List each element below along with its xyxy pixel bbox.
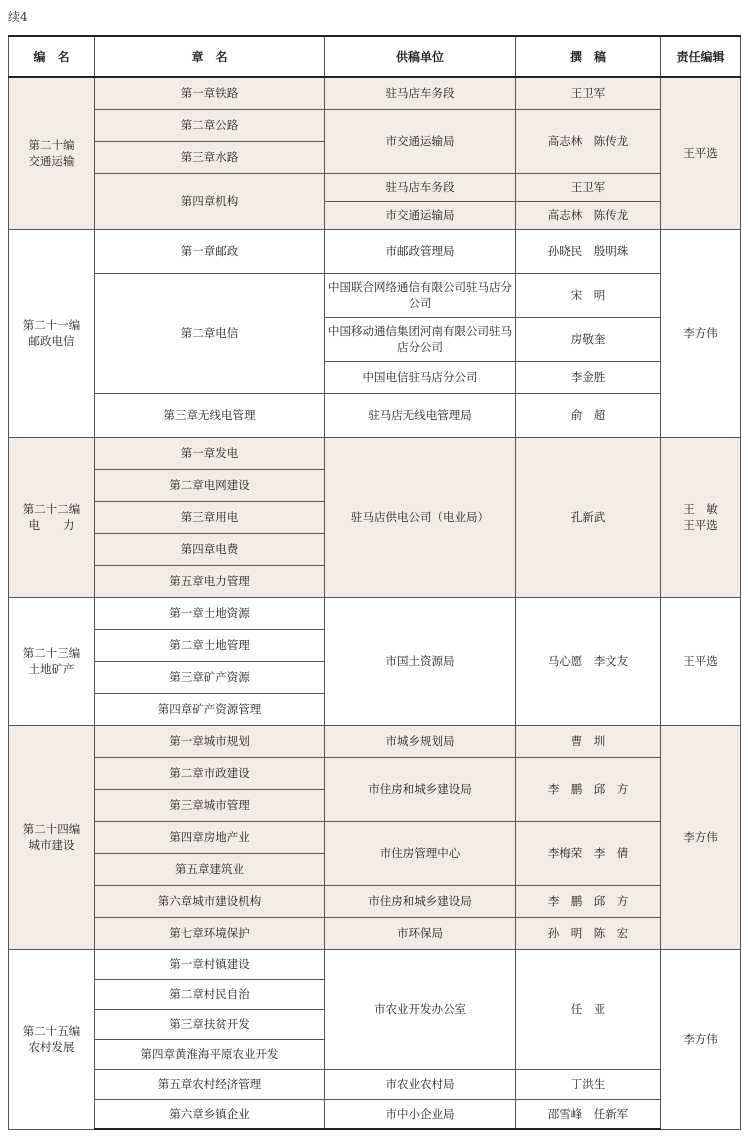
writer-cell: 王卫军 [516,173,661,201]
chapter-cell: 第三章扶贫开发 [95,1009,325,1039]
table-row [9,437,741,469]
table-row [9,821,741,853]
writer-cell: 李金胜 [516,361,661,393]
section-title: 第二十五编 农村发展 [9,949,95,1129]
unit-cell: 市城乡规划局 [325,725,516,757]
header-gongao: 供稿单位 [325,36,516,77]
table-row [9,917,741,949]
unit-cell: 驻马店车务段 [325,77,516,109]
unit-cell: 驻马店车务段 [325,173,516,201]
chapter-cell: 第二章电信 [95,273,325,393]
section-title: 第二十二编 电 力 [9,437,95,597]
writer-cell: 任 亚 [516,949,661,1069]
chapter-cell: 第六章城市建设机构 [95,885,325,917]
editor-cell: 王 敏 王平选 [661,437,741,597]
editor-cell: 李方伟 [661,949,741,1129]
chapter-cell: 第二章土地管理 [95,629,325,661]
unit-cell: 市住房和城乡建设局 [325,757,516,821]
chapter-cell: 第二章市政建设 [95,757,325,789]
table-row [9,273,741,317]
chapter-cell: 第四章机构 [95,173,325,229]
unit-cell: 市住房管理中心 [325,821,516,885]
table-row [9,173,741,201]
table-row [9,77,741,109]
writer-cell: 李梅荣 李 倩 [516,821,661,885]
writer-cell: 马心愿 李文友 [516,597,661,725]
unit-cell: 驻马店无线电管理局 [325,393,516,437]
section-title: 第二十一编 邮政电信 [9,229,95,437]
writer-cell: 俞 超 [516,393,661,437]
chapter-cell: 第三章矿产资源 [95,661,325,693]
table-row [9,1099,741,1129]
header-row [9,36,741,77]
table-row [9,393,741,437]
writer-cell: 李 鹏 邱 方 [516,757,661,821]
chapter-cell: 第三章无线电管理 [95,393,325,437]
chapter-cell: 第四章房地产业 [95,821,325,853]
header-zhuangao: 撰 稿 [516,36,661,77]
unit-cell: 市中小企业局 [325,1099,516,1129]
chapter-cell: 第三章城市管理 [95,789,325,821]
chapter-cell: 第四章电费 [95,533,325,565]
header-zhang: 章 名 [95,36,325,77]
table-row [9,725,741,757]
chapter-cell: 第一章城市规划 [95,725,325,757]
chapter-cell: 第六章乡镇企业 [95,1099,325,1129]
unit-cell: 市国土资源局 [325,597,516,725]
writer-cell: 宋 明 [516,273,661,317]
table-caption: 续4 [8,10,28,24]
table-row [9,109,741,141]
table-row [9,885,741,917]
chapter-cell: 第四章矿产资源管理 [95,693,325,725]
writer-cell: 曹 圳 [516,725,661,757]
unit-cell: 市农业开发办公室 [325,949,516,1069]
header-zeren: 责任编辑 [661,36,741,77]
chapter-cell: 第七章环境保护 [95,917,325,949]
chapter-cell: 第一章发电 [95,437,325,469]
unit-cell: 市农业农村局 [325,1069,516,1099]
section-title: 第二十三编 土地矿产 [9,597,95,725]
writer-cell: 高志林 陈传龙 [516,201,661,229]
writer-cell: 房敬奎 [516,317,661,361]
unit-cell: 中国移动通信集团河南有限公司驻马店分公司 [325,317,516,361]
writer-cell: 孙晓民 殷明珠 [516,229,661,273]
writer-cell: 孙 明 陈 宏 [516,917,661,949]
unit-cell: 中国电信驻马店分公司 [325,361,516,393]
chapter-cell: 第五章农村经济管理 [95,1069,325,1099]
section-title: 第二十编 交通运输 [9,77,95,229]
chapter-cell: 第一章土地资源 [95,597,325,629]
chapter-cell: 第五章电力管理 [95,565,325,597]
chapter-cell: 第三章水路 [95,141,325,173]
editor-cell: 王平选 [661,597,741,725]
table-row [9,1069,741,1099]
table-row [9,757,741,789]
chapter-cell: 第三章用电 [95,501,325,533]
editor-cell: 李方伟 [661,229,741,437]
writer-cell: 丁洪生 [516,1069,661,1099]
chapter-cell: 第二章村民自治 [95,979,325,1009]
table-row [9,229,741,273]
unit-cell: 市邮政管理局 [325,229,516,273]
unit-cell: 市交通运输局 [325,201,516,229]
chapter-cell: 第五章建筑业 [95,853,325,885]
editorial-table [8,35,741,1130]
table-row [9,949,741,979]
chapter-cell: 第一章村镇建设 [95,949,325,979]
unit-cell: 市住房和城乡建设局 [325,885,516,917]
unit-cell: 市交通运输局 [325,109,516,173]
writer-cell: 孔新武 [516,437,661,597]
chapter-cell: 第四章黄淮海平原农业开发 [95,1039,325,1069]
chapter-cell: 第一章邮政 [95,229,325,273]
writer-cell: 王卫军 [516,77,661,109]
unit-cell: 市环保局 [325,917,516,949]
writer-cell: 高志林 陈传龙 [516,109,661,173]
writer-cell: 邵雪峰 任新军 [516,1099,661,1129]
editor-cell: 李方伟 [661,725,741,949]
editor-cell: 王平选 [661,77,741,229]
section-title: 第二十四编 城市建设 [9,725,95,949]
chapter-cell: 第二章公路 [95,109,325,141]
unit-cell: 驻马店供电公司（电业局） [325,437,516,597]
table-row [9,597,741,629]
chapter-cell: 第一章铁路 [95,77,325,109]
header-bian: 编 名 [9,36,95,77]
unit-cell: 中国联合网络通信有限公司驻马店分公司 [325,273,516,317]
chapter-cell: 第二章电网建设 [95,469,325,501]
writer-cell: 李 鹏 邱 方 [516,885,661,917]
